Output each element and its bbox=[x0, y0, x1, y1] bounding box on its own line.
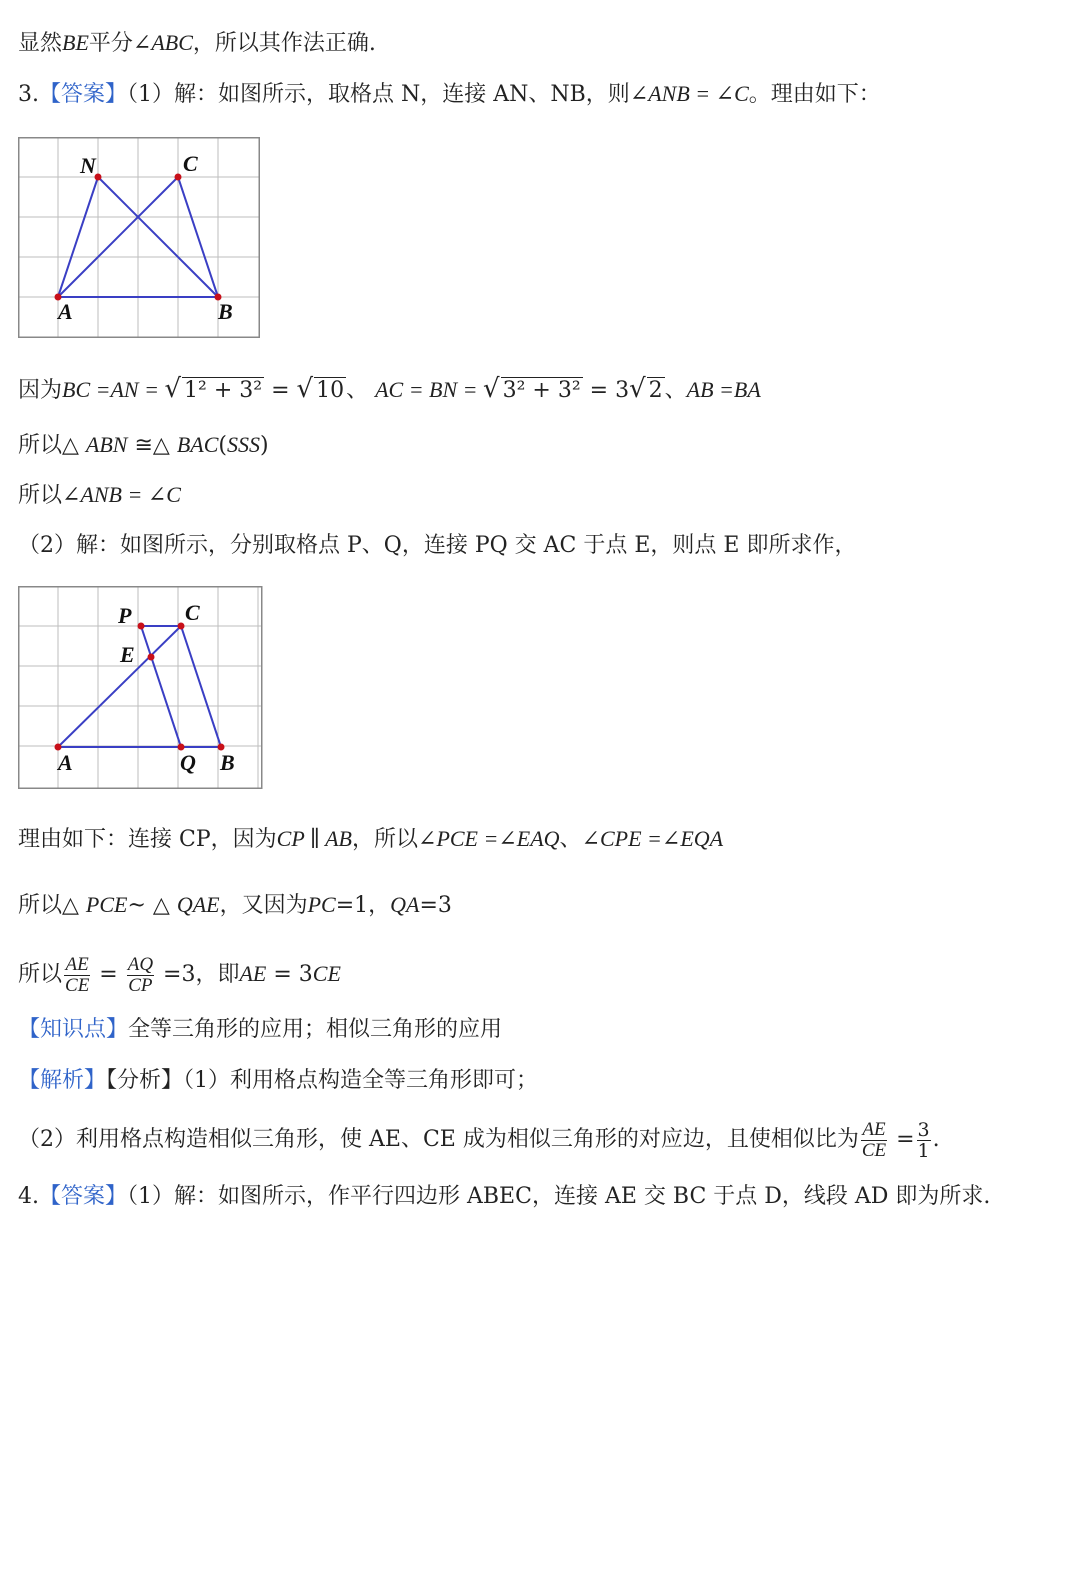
math: PCE bbox=[85, 892, 128, 917]
question-3-header bbox=[18, 79, 881, 110]
math: ABN bbox=[85, 432, 128, 457]
text: （2）解：如图所示，分别取格点 P、Q，连接 PQ 交 AC 于点 E，则点 E 即所求作， bbox=[18, 533, 857, 558]
text: 所以 bbox=[18, 483, 63, 508]
radical-sign: √ bbox=[296, 374, 314, 404]
text: = bbox=[889, 1127, 915, 1152]
radical-sign: √ bbox=[629, 374, 646, 404]
label-n: N bbox=[80, 153, 96, 178]
math: BE bbox=[62, 30, 89, 55]
math: AC = BN = bbox=[375, 377, 484, 402]
text: 、 bbox=[559, 827, 582, 852]
text: ~ △ bbox=[127, 893, 177, 918]
math: QAE bbox=[176, 892, 220, 917]
math: BAC bbox=[176, 432, 219, 457]
text: ≅△ bbox=[127, 433, 177, 458]
part-2-text bbox=[18, 531, 856, 561]
fraction-numerator: AQ bbox=[127, 953, 154, 975]
fraction-denominator: 1 bbox=[917, 1139, 930, 1162]
label-q: Q bbox=[180, 750, 196, 775]
figure-2-lines bbox=[58, 626, 221, 747]
label-a: A bbox=[58, 299, 73, 324]
text: = bbox=[92, 962, 125, 987]
fraction bbox=[127, 955, 154, 996]
fraction-numerator: AE bbox=[65, 953, 89, 975]
math: AE bbox=[239, 961, 267, 986]
reason-line bbox=[18, 824, 723, 855]
fraction bbox=[917, 1120, 931, 1161]
answer-tag: 【答案】 bbox=[39, 1184, 128, 1209]
math: CP ∥ AB bbox=[276, 826, 352, 851]
math: BC =AN = bbox=[62, 377, 165, 402]
fraction-denominator: CE bbox=[861, 1139, 887, 1161]
radicand: 10 bbox=[316, 378, 345, 403]
label-a: A bbox=[58, 750, 73, 775]
equation-line-1 bbox=[18, 374, 761, 406]
label-p: P bbox=[118, 603, 132, 628]
math: SSS bbox=[226, 432, 260, 457]
math: ∠PCE =∠EAQ bbox=[418, 826, 560, 851]
fraction bbox=[64, 955, 90, 996]
point-c bbox=[178, 623, 185, 630]
text: 所以△ bbox=[18, 433, 86, 458]
text: = 3 bbox=[266, 962, 313, 987]
text: 所以△ bbox=[18, 893, 86, 918]
text: 理由如下：连接 CP，因为 bbox=[18, 827, 277, 852]
math: QA bbox=[390, 892, 420, 917]
text: 、 bbox=[346, 378, 369, 403]
label-b: B bbox=[218, 299, 233, 324]
label-b: B bbox=[220, 750, 235, 775]
text: ，又因为 bbox=[219, 893, 308, 918]
similarity-line bbox=[18, 890, 452, 921]
label-c: C bbox=[185, 600, 200, 625]
math: AB =BA bbox=[686, 377, 761, 402]
text: ，所以 bbox=[352, 827, 419, 852]
equation-line-2 bbox=[18, 430, 269, 461]
math: ∠CPE =∠EQA bbox=[581, 826, 724, 851]
fraction-denominator: CE bbox=[65, 974, 90, 996]
analysis-tag: 【解析】 bbox=[18, 1068, 107, 1093]
equation-line-3 bbox=[18, 480, 181, 511]
math: PC bbox=[307, 892, 336, 917]
text: 。理由如下： bbox=[748, 82, 881, 107]
radical-sign: √ bbox=[483, 374, 500, 404]
question-number: 3. bbox=[18, 82, 39, 107]
question-4-header bbox=[18, 1182, 990, 1212]
point-c bbox=[175, 174, 182, 181]
text: 、 bbox=[664, 378, 687, 403]
text: ) bbox=[259, 433, 269, 458]
figure-1-grid bbox=[18, 137, 262, 339]
fraction bbox=[861, 1120, 887, 1161]
text: 平分 bbox=[88, 31, 133, 56]
label-c: C bbox=[183, 151, 198, 176]
question-number: 4. bbox=[18, 1184, 39, 1209]
math: ∠ANB = ∠C bbox=[62, 482, 181, 507]
point-p bbox=[138, 623, 145, 630]
text: 因为 bbox=[18, 378, 63, 403]
figure-2-grid bbox=[18, 586, 264, 790]
fraction-denominator: CP bbox=[128, 974, 153, 996]
ratio-line bbox=[18, 952, 341, 997]
fraction-numerator: AE bbox=[862, 1118, 886, 1140]
radicand: 3² + 3² bbox=[502, 378, 581, 403]
text: 所以 bbox=[18, 962, 63, 987]
text: （1）解：如图所示，作平行四边形 ABEC，连接 AE 交 BC 于点 D，线段 AD 即为所求. bbox=[127, 1184, 991, 1209]
text: （2）利用格点构造相似三角形，使 AE、CE 成为相似三角形的对应边，且使相似比为 bbox=[18, 1127, 859, 1152]
math: ∠ANB = ∠C bbox=[629, 81, 749, 106]
label-e: E bbox=[120, 642, 135, 667]
text: （1）解：如图所示，取格点 N，连接 AN、NB，则 bbox=[127, 82, 630, 107]
text: =3，即 bbox=[156, 962, 240, 987]
answer-tag: 【答案】 bbox=[39, 82, 128, 107]
radical-sign: √ bbox=[164, 374, 182, 404]
text: ( bbox=[218, 433, 227, 458]
text: 全等三角形的应用；相似三角形的应用 bbox=[128, 1017, 503, 1042]
text: . bbox=[932, 1127, 940, 1152]
analysis-line bbox=[18, 1066, 538, 1096]
text: ，所以其作法正确. bbox=[192, 31, 376, 56]
text: =1， bbox=[335, 893, 391, 918]
text-line-1 bbox=[18, 28, 376, 59]
analysis-line-2 bbox=[18, 1118, 940, 1162]
math: = 3 bbox=[582, 378, 630, 403]
point-e bbox=[148, 654, 155, 661]
text: 【分析】（1）利用格点构造全等三角形即可； bbox=[106, 1068, 539, 1093]
text: =3 bbox=[419, 893, 452, 918]
knowledge-line bbox=[18, 1015, 502, 1045]
math: CE bbox=[312, 961, 341, 986]
knowledge-tag: 【知识点】 bbox=[18, 1017, 129, 1042]
radicand: 1² + 3² bbox=[184, 378, 263, 403]
fraction-numerator: 3 bbox=[917, 1118, 930, 1141]
math: ∠ABC bbox=[132, 30, 193, 55]
radicand: 2 bbox=[648, 378, 663, 403]
math: = bbox=[264, 378, 297, 403]
text: 显然 bbox=[18, 31, 63, 56]
